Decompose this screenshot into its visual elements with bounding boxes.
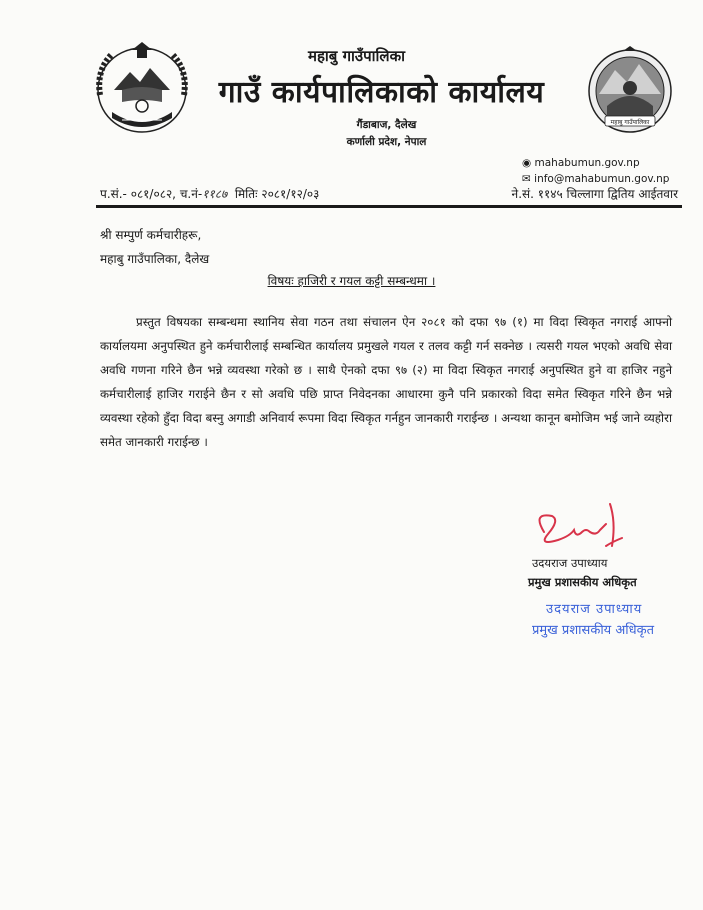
reference-line: [100, 185, 678, 202]
website-text: mahabumun.gov.np: [534, 157, 640, 169]
stamp-designation: प्रमुख प्रशासकीय अधिकृत: [532, 623, 655, 638]
signatory-name: उदयराज उपाध्याय: [532, 556, 608, 570]
municipality-name: महाबु गाउँपालिका: [307, 47, 406, 65]
stamp-name: उदयराज उपाध्याय: [546, 602, 643, 617]
email-text: info@mahabumun.gov.np: [534, 173, 670, 185]
chalani-number: ११८७: [202, 187, 228, 201]
address-line-1: गैंडाबाज, दैलेख: [356, 119, 417, 131]
nepal-sambat-date: ने.सं. ११४५ चिल्लागा द्वितिय आईतवार: [511, 187, 678, 201]
mail-icon: ✉: [522, 173, 531, 185]
subject-line: विषयः हाजिरी र गयल कट्टी सम्बन्धमा ।: [267, 274, 436, 288]
header-rule: [96, 205, 682, 208]
reference-number: [100, 185, 319, 202]
recipient-line-1: श्री सम्पुर्ण कर्मचारीहरू,: [100, 228, 202, 242]
recipient-line-2: महाबु गाउँपालिका, दैलेख: [100, 252, 210, 266]
date: मितिः २०८१/१२/०३: [234, 187, 320, 201]
website-contact: [522, 157, 640, 169]
email-contact: [522, 173, 669, 185]
address-line-2: कर्णाली प्रदेश, नेपाल: [346, 136, 427, 148]
signature-mark: [530, 502, 630, 562]
letter-body: प्रस्तुत विषयका सम्बन्धमा स्थानिय सेवा गठन तथा संचालन ऐन २०८१ को दफा ९७ (१) मा विदा स्विकृत नगराई आफ्नो कार्यालयमा अनुपस्थित हुने कर्मचारीलाई सम्बन्धित कार्यालय प्रमुखले गयल र तलव कट्टी गर्न सक्नेछ । त्यसरी गयल भएको अवधि सेवा अवधि गणना गरिने छैन भन्ने व्यवस्था गरेको छ । साथै ऐनको दफा ९७ (२) मा विदा स्विकृत नगराई अनुपस्थित हुने वा हाजिर नहुने कर्मचारीलाई हाजिर गराईने छैन र सो अवधि पछि प्राप्त निवेदनका आधारमा कुनै पनि प्रकारको विदा समेत स्विकृत गरिने छैन भन्ने व्यवस्था रहेको हुँदा विदा बस्नु अगाडी अनिवार्य रूपमा विदा स्विकृत गर्नहुन जानकारी गराईन्छ । अन्यथा कानून बमोजिम भई जाने व्यहोरा समेत जानकारी गराईन्छ ।: [100, 315, 672, 449]
patra-sankhya: प.सं.- ०८१/०८२, च.नं-: [100, 187, 203, 201]
seal-text: महाबु गाउँपालिका: [610, 119, 650, 126]
office-title: गाउँ कार्यपालिकाको कार्यालय: [218, 75, 545, 110]
signatory-designation: प्रमुख प्रशासकीय अधिकृत: [528, 575, 637, 589]
globe-icon: ◉: [522, 157, 532, 169]
